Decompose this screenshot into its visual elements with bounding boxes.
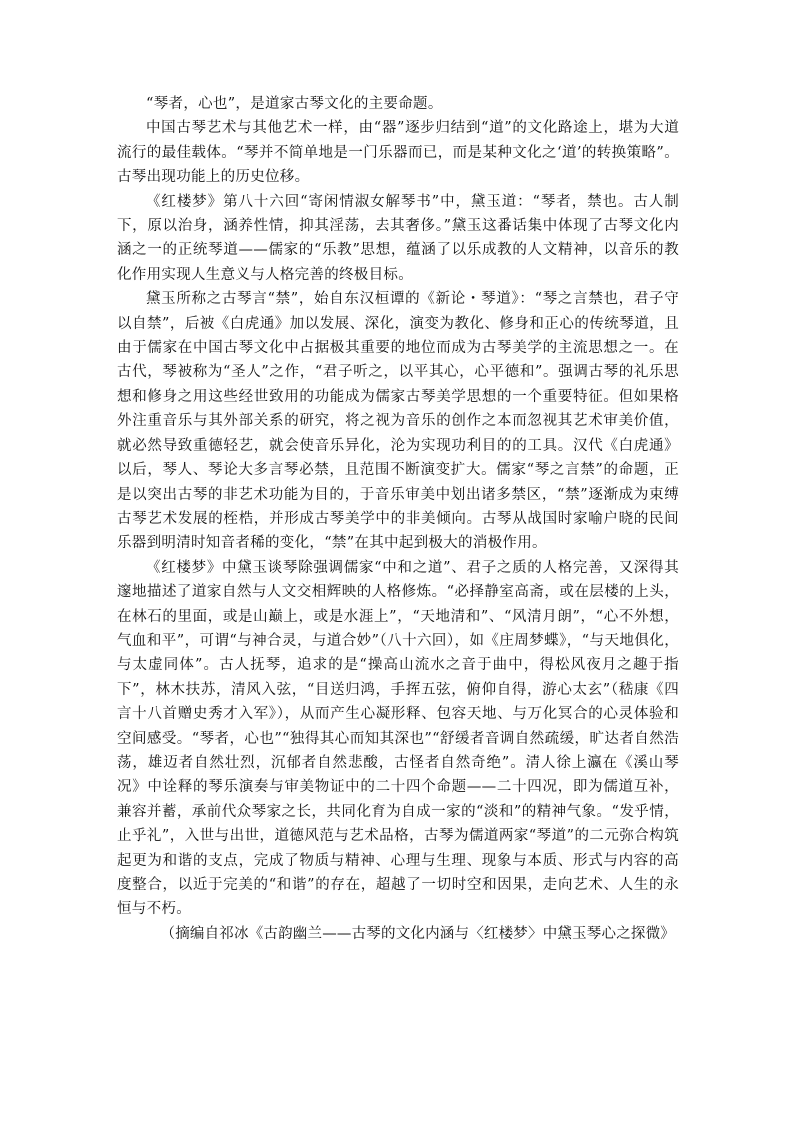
paragraph-4: 黛玉所称之古琴言“禁”，始自东汉桓谭的《新论・琴道》：“琴之言禁也，君子守以自禁”，后被《白虎通》加以发展、深化，演变为教化、修身和正心的传统琴道，且由于儒家在中国古琴文化中占据极其重要的地位而成为古琴美学的主流思想之一。在古代，琴被称为“圣人”之作，“君子听之，以平其心，心平德和”。强调古琴的礼乐思想和修身之用这些经世致用的功能成为儒家古琴美学思想的一个重要特征。但如果格外注重音乐与其外部关系的研究，将之视为音乐的创作之本而忽视其艺术审美价值，就必然导致重德轻艺，就会使音乐异化，沦为实现功利目的的工具。汉代《白虎通》以后，琴人、琴论大多言琴必禁，且范围不断演变扩大。儒家“琴之言禁”的命题，正是以突出古琴的非艺术功能为目的，于音乐审美中划出诸多禁区，“禁”逐渐成为束缚古琴艺术发展的桎梏，并形成古琴美学中的非美倾向。古琴从战国时家喻户晓的民间乐器到明清时知音者稀的变化，“禁”在其中起到极大的消极作用。 <box>117 291 679 552</box>
paragraph-2: 中国古琴艺术与其他艺术一样，由“器”逐步归结到“道”的文化路途上，堪为大道流行的最佳载体。“琴并不简单地是一门乐器而已，而是某种文化之‘道’的转换策略”。古琴出现功能上的历史位移。 <box>117 120 679 186</box>
paragraph-3: 《红楼梦》第八十六回“寄闲情淑女解琴书”中，黛玉道：“琴者，禁也。古人制下，原以治身，涵养性情，抑其淫荡，去其奢侈。”黛玉这番话集中体现了古琴文化内涵之一的正统琴道——儒家的“乐教”思想，蕴涵了以乐成教的人文精神，以音乐的教化作用实现人生意义与人格完善的终极目标。 <box>117 193 679 283</box>
paragraph-5: 《红楼梦》中黛玉谈琴除强调儒家“中和之道”、君子之质的人格完善，又深得其邃地描述了道家自然与人文交相辉映的人格修炼。“必择静室高斋，或在层楼的上头，在林石的里面，或是山巅上，或是水涯上”，“天地清和”、“风清月朗”，“心不外想，气血和平”，可谓“与神合灵，与道合妙”（八十六回），如《庄周梦蝶》，“与天地俱化，与太虚同体”。古人抚琴，追求的是“操高山流水之音于曲中，得松风夜月之趣于指下”，林木扶苏，清风入弦，“目送归鸿，手挥五弦，俯仰自得，游心太玄”（嵇康《四言十八首赠史秀才入军》），从而产生心凝形释、包容天地、与万化冥合的心灵体验和空间感受。“琴者，心也”“独得其心而知其深也”“舒缓者音调自然疏缓，旷达者自然浩荡，雄迈者自然壮烈，沉郁者自然悲酸，古怪者自然奇绝”。清人徐上瀛在《溪山琴况》中诠释的琴乐演奏与审美物证中的二十四个命题——二十四况，即为儒道互补，兼容并蓄，承前代众琴家之长，共同化育为自成一家的“淡和”的精神气象。“发乎情，止乎礼”，入世与出世，道德风范与艺术品格，古琴为儒道两家“琴道”的二元弥合构筑起更为和谐的支点，完成了物质与精神、心理与生理、现象与本质、形式与内容的高度整合，以近于完美的“和谐”的存在，超越了一切时空和因果，走向艺术、人生的永恒与不朽。 <box>117 559 679 918</box>
paragraph-1: “琴者，心也”，是道家古琴文化的主要命题。 <box>146 96 443 112</box>
source-citation: （摘编自祁冰《古韵幽兰——古琴的文化内涵与〈红楼梦〉中黛玉琴心之探微》 <box>160 925 675 942</box>
article-body <box>117 92 679 946</box>
